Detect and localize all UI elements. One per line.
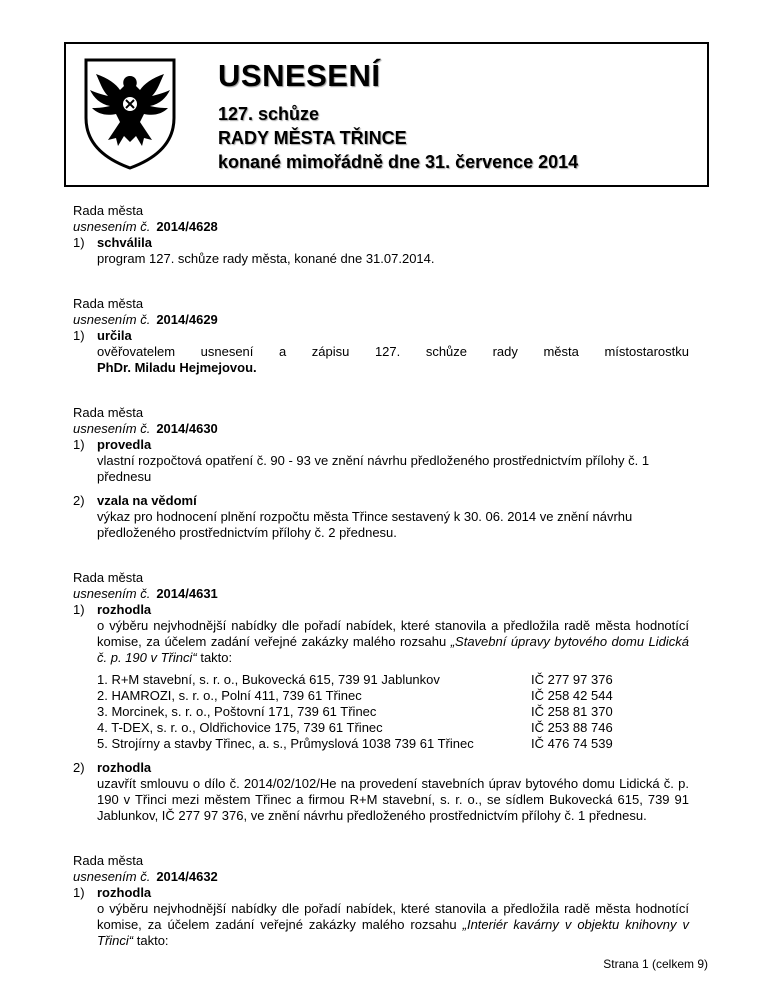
- resolution-prefix: usnesením č.: [73, 869, 151, 884]
- resolution-id: 2014/4628: [156, 219, 218, 234]
- item-text: program 127. schůze rady města, konané dne 31.07.2014.: [97, 251, 435, 266]
- council-label: Rada města: [73, 853, 144, 868]
- item-verb: provedla: [97, 437, 152, 452]
- bidders-list: [73, 672, 689, 752]
- bidder-row: [97, 704, 689, 720]
- session-date: konané mimořádně dne 31. července 2014: [218, 152, 579, 172]
- item-verb: určila: [97, 328, 132, 343]
- resolution: [73, 853, 689, 949]
- contract-title: „Interiér kavárny v objektu knihovny v Třinci“: [97, 917, 689, 948]
- council-label: Rada města: [73, 296, 144, 311]
- item-number: 1): [73, 328, 85, 343]
- resolution-id: 2014/4629: [156, 312, 218, 327]
- bidder-name: 2. HAMROZI, s. r. o., Polní 411, 739 61 Třinec: [97, 688, 362, 703]
- bidder-row: [97, 720, 689, 736]
- item-verb: vzala na vědomí: [97, 493, 197, 508]
- bidder-row: [97, 688, 689, 704]
- resolution-id: 2014/4631: [156, 586, 218, 601]
- resolution: [73, 296, 689, 376]
- bidder-name: 4. T-DEX, s. r. o., Oldřichovice 175, 739 61 Třinec: [97, 720, 383, 735]
- item-text-main: o výběru nejvhodnější nabídky dle pořadí nabídek, které stanovila a předložila radě města hodnotící komise, za účelem zadání veřejné zakázky malého rozsahu: [97, 901, 689, 932]
- item-verb: rozhodla: [97, 602, 152, 617]
- bidder-row: [97, 736, 689, 752]
- bidder-ic: IČ 476 74 539: [531, 736, 613, 751]
- item-number: 1): [73, 437, 85, 452]
- resolution-item: [73, 437, 689, 485]
- item-number: 2): [73, 760, 85, 775]
- title-block: [218, 58, 578, 174]
- bidder-row: [97, 672, 689, 688]
- resolution: [73, 405, 689, 541]
- resolution-prefix: usnesením č.: [73, 312, 151, 327]
- item-text: vlastní rozpočtová opatření č. 90 - 93 ve znění návrhu předloženého prostřednictvím přílohy č. 1 přednesu: [97, 453, 650, 484]
- coat-of-arms-icon: [82, 56, 178, 170]
- resolution-number: [73, 869, 689, 885]
- item-text: výkaz pro hodnocení plnění rozpočtu města Třince sestavený k 30. 06. 2014 ve znění návrhu předloženého prostřednictvím přílohy č. 2 přednesu.: [97, 509, 633, 540]
- item-verb: rozhodla: [97, 760, 152, 775]
- resolution-id: 2014/4632: [156, 869, 218, 884]
- resolutions-list: [73, 203, 689, 978]
- item-text: uzavřít smlouvu o dílo č. 2014/02/102/He na provedení stavebních úprav bytového domu Lidická č. p. 190 v Třinci mezi městem Třinec a firmou R+M stavební, s. r. o., se sídlem Bukovecká 615, 739 91 Jablunkov, IČ 277 97 376, ve znění návrhu předloženého prostřednictvím přílohy č. 1 přednesu.: [97, 776, 689, 823]
- item-bold-text: PhDr. Miladu Hejmejovou.: [97, 360, 257, 375]
- council-label: Rada města: [73, 405, 144, 420]
- resolution-id: 2014/4630: [156, 421, 218, 436]
- council-name: RADY MĚSTA TŘINCE: [218, 128, 407, 148]
- resolution-prefix: usnesením č.: [73, 219, 151, 234]
- contract-title: „Stavební úpravy bytového domu Lidická č. p. 190 v Třinci“: [97, 634, 689, 665]
- page-counter: Strana 1 (celkem 9): [603, 957, 708, 971]
- item-number: 1): [73, 602, 85, 617]
- resolution-item: [73, 493, 689, 541]
- resolution-item: [73, 235, 689, 267]
- item-verb: rozhodla: [97, 885, 152, 900]
- bidder-name: 3. Morcinek, s. r. o., Poštovní 171, 739 61 Třinec: [97, 704, 377, 719]
- resolution-number: [73, 421, 689, 437]
- item-text: ověřovatelem usnesení a zápisu 127. schůze rady města místostarostku: [97, 344, 689, 359]
- bidder-name: 1. R+M stavební, s. r. o., Bukovecká 615, 739 91 Jablunkov: [97, 672, 440, 687]
- bidder-ic: IČ 277 97 376: [531, 672, 613, 687]
- resolution-item: [73, 328, 689, 376]
- bidder-name: 5. Strojírny a stavby Třinec, a. s., Průmyslová 1038 739 61 Třinec: [97, 736, 474, 751]
- resolution: [73, 203, 689, 267]
- resolution-number: [73, 312, 689, 328]
- resolution-prefix: usnesením č.: [73, 586, 151, 601]
- bidder-ic: IČ 258 81 370: [531, 704, 613, 719]
- item-text: [73, 618, 689, 666]
- bidder-ic: IČ 258 42 544: [531, 688, 613, 703]
- resolution-item: [73, 885, 689, 949]
- document-header: [64, 42, 709, 187]
- item-text-end: takto:: [200, 650, 233, 665]
- bidder-ic: IČ 253 88 746: [531, 720, 613, 735]
- resolution-number: [73, 586, 689, 602]
- council-label: Rada města: [73, 570, 144, 585]
- resolution-item: [73, 760, 689, 824]
- item-number: 1): [73, 235, 85, 250]
- resolution-prefix: usnesením č.: [73, 421, 151, 436]
- item-number: 1): [73, 885, 85, 900]
- item-text: [73, 901, 689, 949]
- item-number: 2): [73, 493, 85, 508]
- item-verb: schválila: [97, 235, 152, 250]
- document-title: USNESENÍ: [218, 58, 381, 93]
- item-text-main: o výběru nejvhodnější nabídky dle pořadí nabídek, které stanovila a předložila radě města hodnotící komise, za účelem zadání veřejné zakázky malého rozsahu: [97, 618, 689, 649]
- resolution-item: [73, 602, 689, 752]
- resolution-number: [73, 219, 689, 235]
- item-text-end: takto:: [136, 933, 169, 948]
- council-label: Rada města: [73, 203, 144, 218]
- session-number: 127. schůze: [218, 104, 320, 124]
- resolution: [73, 570, 689, 824]
